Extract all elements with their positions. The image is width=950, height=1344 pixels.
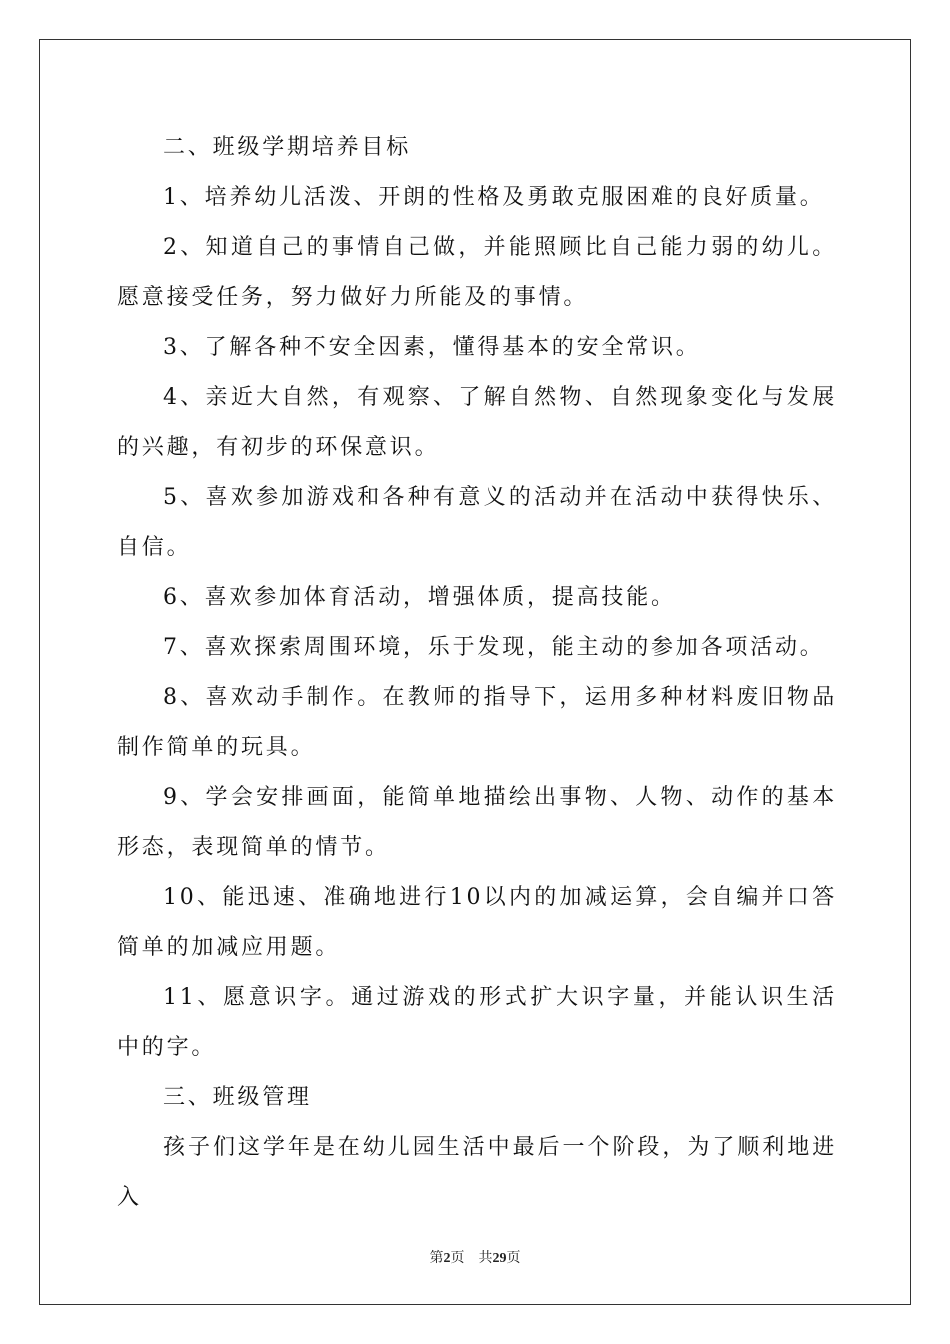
page-prefix: 第	[429, 1250, 444, 1266]
page-footer	[0, 1247, 950, 1267]
goal-item-3: 3、了解各种不安全因素，懂得基本的安全常识。	[163, 335, 701, 360]
total-prefix: 共	[478, 1250, 493, 1266]
goal-item-10: 10、能迅速、准确地进行10以内的加减运算，会自编并口答简单的加减应用题。	[117, 885, 837, 960]
goal-item-4: 4、亲近大自然，有观察、了解自然物、自然现象变化与发展的兴趣，有初步的环保意识。	[117, 385, 837, 460]
document-body	[117, 123, 837, 1223]
management-paragraph: 孩子们这学年是在幼儿园生活中最后一个阶段，为了顺利地进入	[117, 1135, 837, 1210]
total-pages: 29	[492, 1251, 507, 1266]
goal-item-9: 9、学会安排画面，能简单地描绘出事物、人物、动作的基本形态，表现简单的情节。	[117, 785, 837, 860]
total-suffix: 页	[506, 1250, 521, 1266]
goal-item-2: 2、知道自己的事情自己做，并能照顾比自己能力弱的幼儿。愿意接受任务，努力做好力所能及的事情。	[117, 235, 837, 310]
goal-item-11: 11、愿意识字。通过游戏的形式扩大识字量，并能认识生活中的字。	[117, 985, 837, 1060]
page-number: 2	[443, 1251, 451, 1266]
page-suffix: 页	[450, 1250, 465, 1266]
goal-item-7: 7、喜欢探索周围环境，乐于发现，能主动的参加各项活动。	[163, 635, 825, 660]
goal-item-8: 8、喜欢动手制作。在教师的指导下，运用多种材料废旧物品制作简单的玩具。	[117, 685, 837, 760]
goal-item-1: 1、培养幼儿活泼、开朗的性格及勇敢克服困难的良好质量。	[163, 185, 825, 210]
goal-item-6: 6、喜欢参加体育活动，增强体质，提高技能。	[163, 585, 676, 610]
section-heading-goals: 二、班级学期培养目标	[163, 135, 412, 160]
goal-item-5: 5、喜欢参加游戏和各种有意义的活动并在活动中获得快乐、自信。	[117, 485, 837, 560]
section-heading-management: 三、班级管理	[163, 1085, 312, 1110]
